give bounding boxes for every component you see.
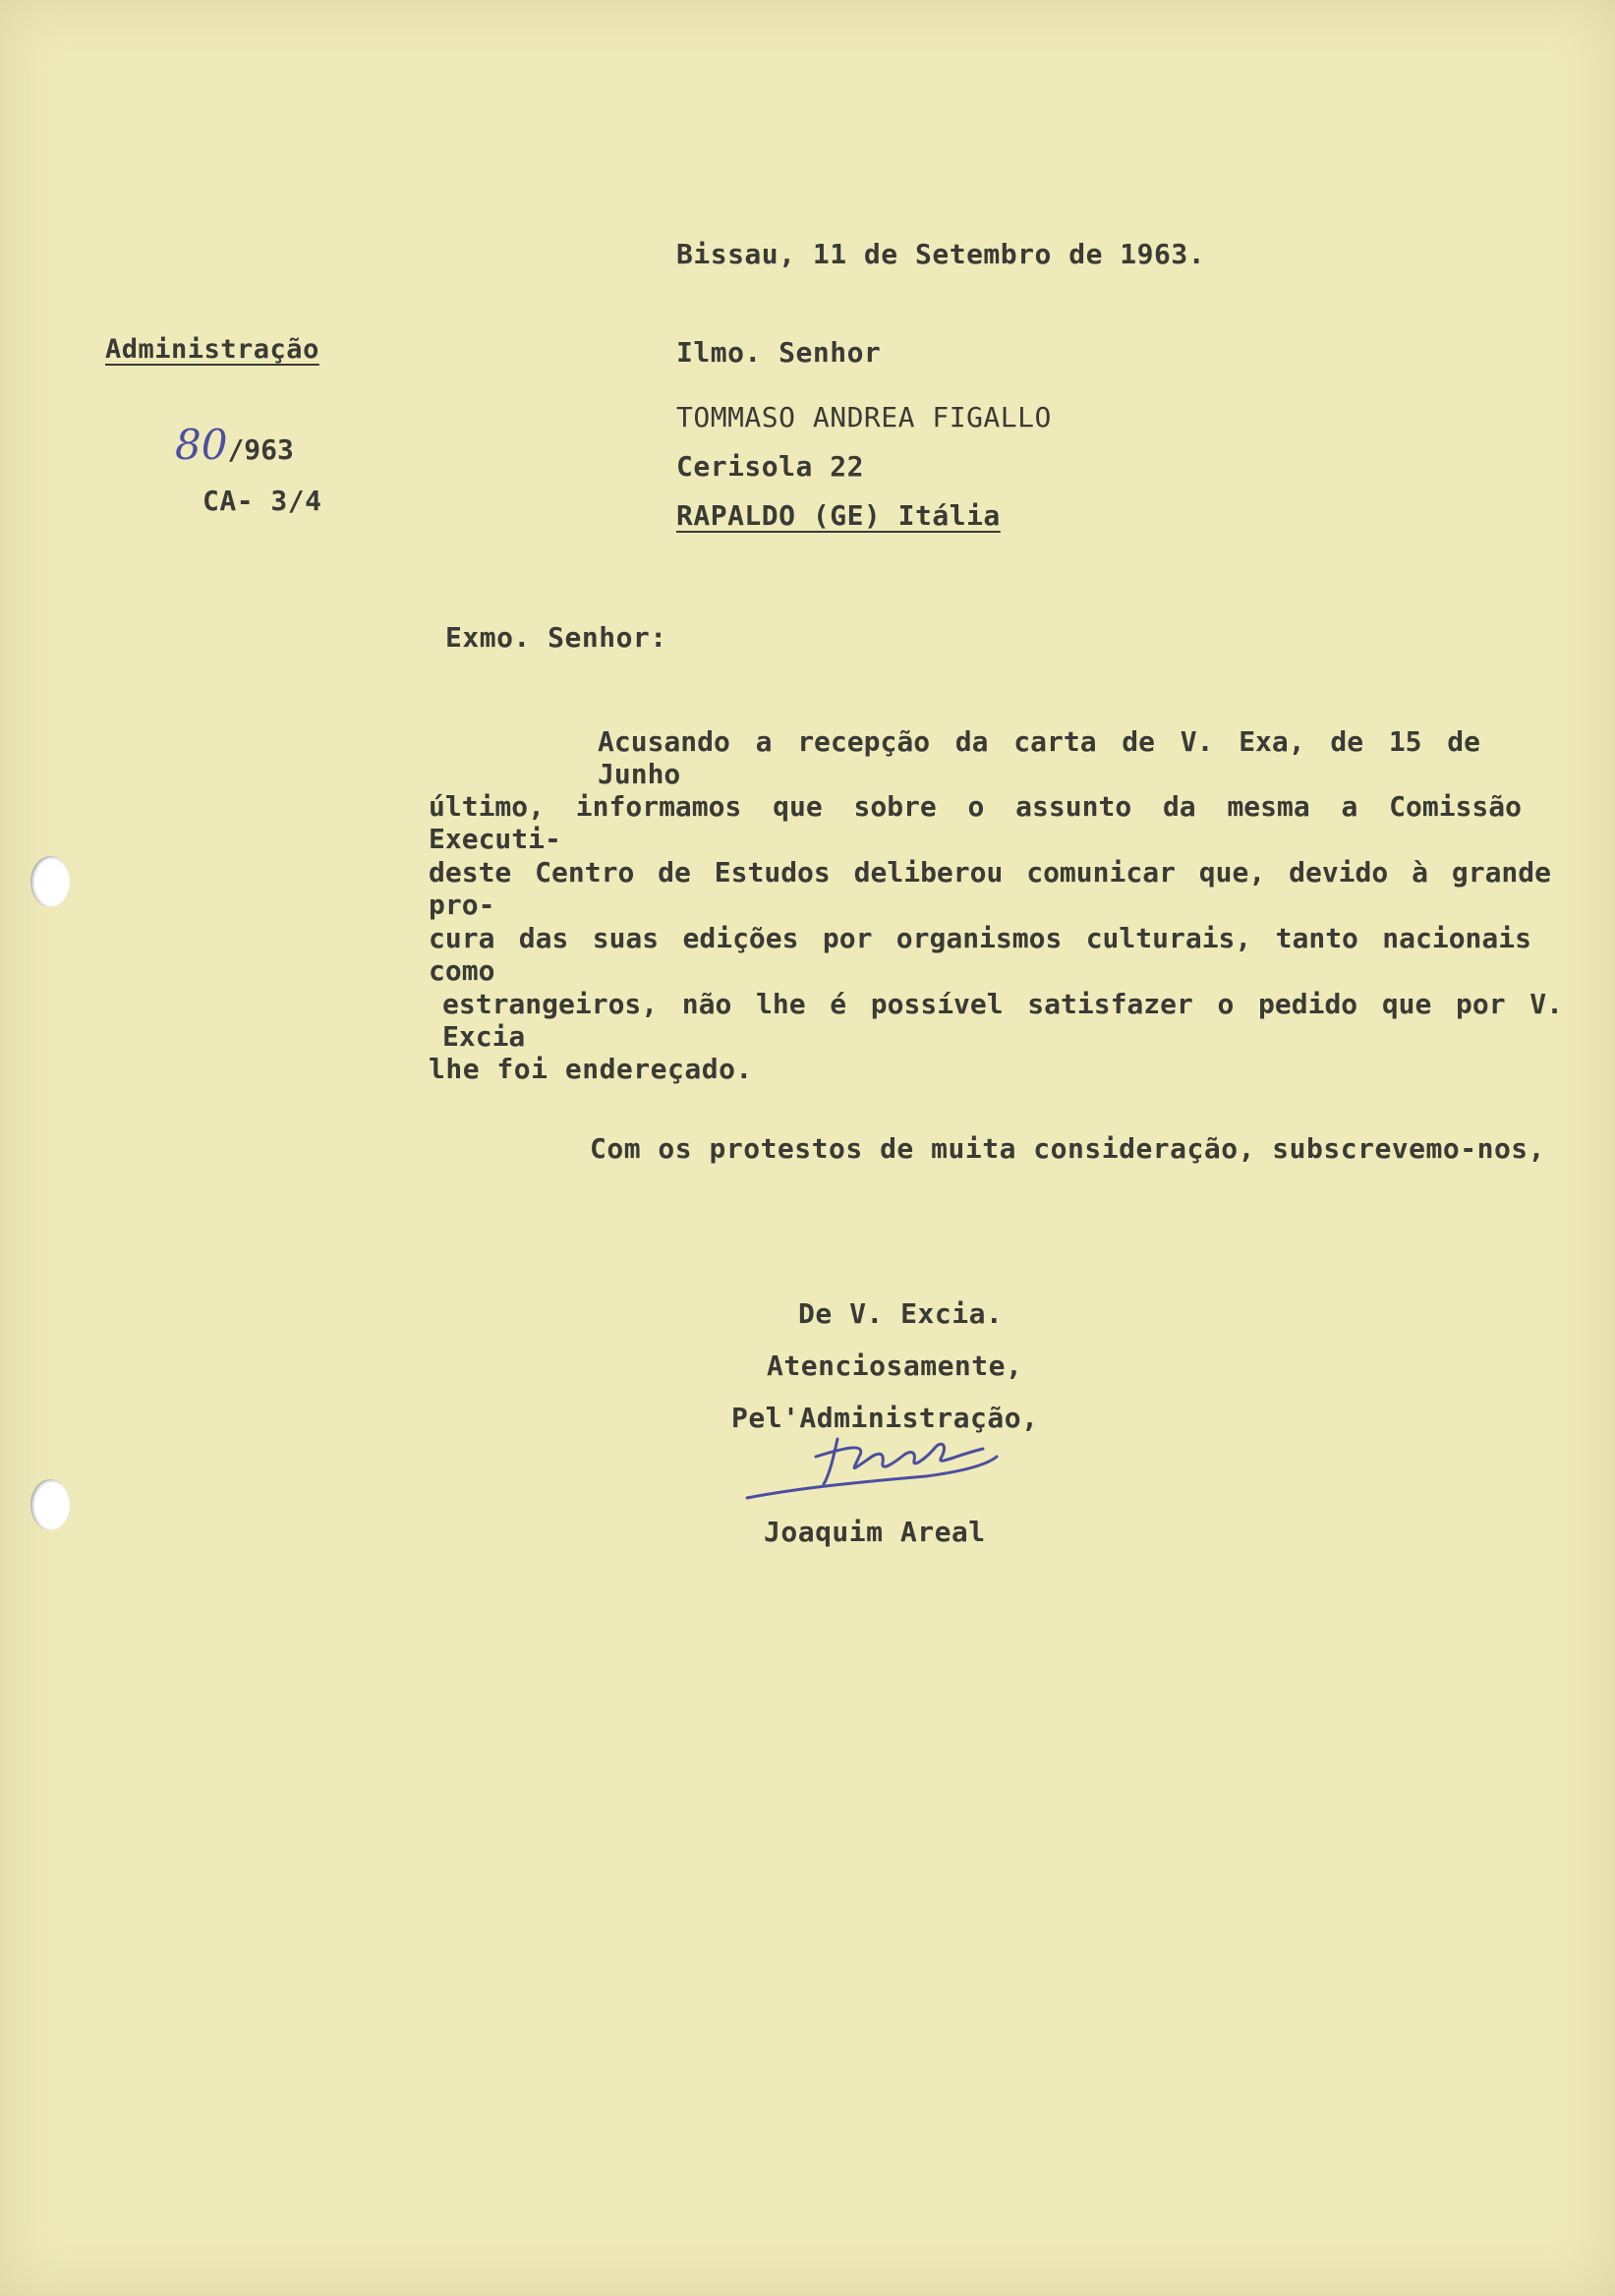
body-line-3: deste Centro de Estudos deliberou comunicar que, devido à grande pro- [429, 856, 1551, 921]
signoff-line-1: De V. Excia. [798, 1297, 1004, 1330]
place-date: Bissau, 11 de Setembro de 1963. [676, 238, 1206, 270]
punch-hole-top [30, 856, 70, 907]
ref-year: /963 [227, 433, 294, 466]
recipient-street: Cerisola 22 [676, 450, 864, 483]
body-line-2: último, informamos que sobre o assunto da mesma a Comissão Executi- [429, 790, 1522, 855]
signatory-name: Joaquim Areal [764, 1516, 986, 1548]
handwritten-signature [739, 1427, 1005, 1506]
signoff-line-2: Atenciosamente, [767, 1349, 1023, 1382]
ref-code: CA- 3/4 [202, 485, 322, 517]
punch-hole-bottom [30, 1479, 70, 1530]
handwritten-ref-number: 80 [175, 421, 228, 469]
body-line-5: estrangeiros, não lhe é possível satisfazer o pedido que por V. Excia [442, 988, 1563, 1053]
recipient-city: RAPALDO (GE) Itália [676, 499, 1001, 532]
body-line-1: Acusando a recepção da carta de V. Exa, de 15 de Junho [598, 725, 1480, 790]
recipient-salutation: Ilmo. Senhor [676, 336, 882, 369]
reference-number [175, 421, 294, 469]
department-label: Administração [105, 334, 319, 365]
recipient-name: TOMMASO ANDREA FIGALLO [676, 401, 1052, 433]
closing-line: Com os protestos de muita consideração, subscrevemo-nos, [590, 1132, 1546, 1165]
body-line-4: cura das suas edições por organismos culturais, tanto nacionais como [429, 922, 1531, 987]
greeting: Exmo. Senhor: [445, 621, 667, 654]
body-line-6: lhe foi endereçado. [429, 1053, 753, 1085]
signoff-line-3: Pel'Administração, [731, 1402, 1039, 1434]
